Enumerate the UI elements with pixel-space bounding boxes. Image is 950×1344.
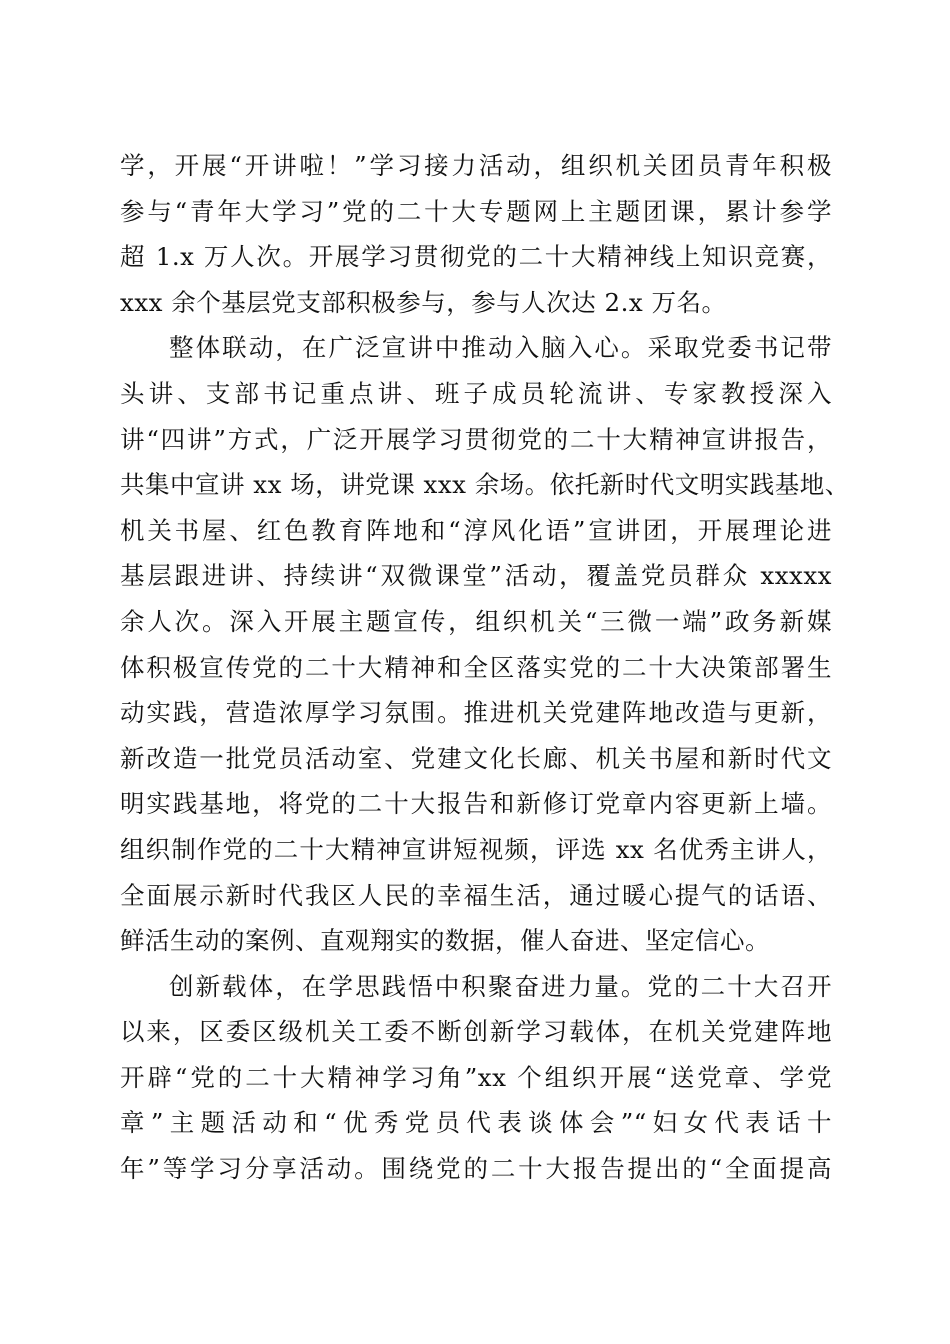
text-line: 学，开展“开讲啦！”学习接力活动，组织机关团员青年积极	[120, 151, 832, 180]
text-line: 机关书屋、红色教育阵地和“淳风化语”宣讲团，开展理论进	[120, 515, 832, 545]
text-line: 创新载体，在学思践悟中积聚奋进力量。党的二十大召开	[169, 971, 832, 1001]
text-line: 头讲、支部书记重点讲、班子成员轮流讲、专家教授深入	[120, 378, 832, 408]
text-line: 基层跟进讲、持续讲“双微课堂”活动，覆盖党员群众 xxxxx	[120, 561, 832, 591]
text-line: 开辟“党的二十大精神学习角”xx 个组织开展“送党章、学党	[120, 1062, 832, 1092]
text-line: 鲜活生动的案例、直观翔实的数据，催人奋进、坚定信心。	[120, 926, 770, 956]
text-line: 共集中宣讲 xx 场，讲党课 xxx 余场。依托新时代文明实践基地、	[120, 470, 850, 500]
text-line: 明实践基地，将党的二十大报告和新修订党章内容更新上墙。	[120, 789, 832, 819]
text-line: xxx 余个基层党支部积极参与，参与人次达 2.x 万名。	[120, 287, 727, 317]
text-line: 整体联动，在广泛宣讲中推动入脑入心。采取党委书记带	[169, 333, 832, 363]
paragraph-2	[120, 325, 850, 963]
text-line: 动实践，营造浓厚学习氛围。推进机关党建阵地改造与更新，	[120, 698, 832, 728]
text-line: 参与“青年大学习”党的二十大专题网上主题团课，累计参学	[120, 196, 832, 226]
text-line: 全面展示新时代我区人民的幸福生活，通过暖心提气的话语、	[120, 880, 832, 910]
text-line: 年”等学习分享活动。围绕党的二十大报告提出的“全面提高	[120, 1154, 832, 1184]
text-line: 讲“四讲”方式，广泛开展学习贯彻党的二十大精神宣讲报告，	[120, 424, 832, 454]
text-line: 超 1.x 万人次。开展学习贯彻党的二十大精神线上知识竞赛，	[120, 242, 833, 272]
text-line: 以来，区委区级机关工委不断创新学习载体，在机关党建阵地	[120, 1017, 832, 1047]
text-line: 组织制作党的二十大精神宣讲短视频，评选 xx 名优秀主讲人，	[120, 834, 832, 864]
text-line: 体积极宣传党的二十大精神和全区落实党的二十大决策部署生	[120, 652, 832, 682]
paragraph-3	[120, 964, 832, 1192]
paragraph-1	[120, 143, 832, 325]
text-line: 新改造一批党员活动室、党建文化长廊、机关书屋和新时代文	[120, 743, 832, 773]
text-line: 章”主题活动和“优秀党员代表谈体会”“妇女代表话十	[120, 1108, 832, 1138]
document-body	[120, 143, 850, 1192]
text-line: 余人次。深入开展主题宣传，组织机关“三微一端”政务新媒	[120, 606, 832, 636]
